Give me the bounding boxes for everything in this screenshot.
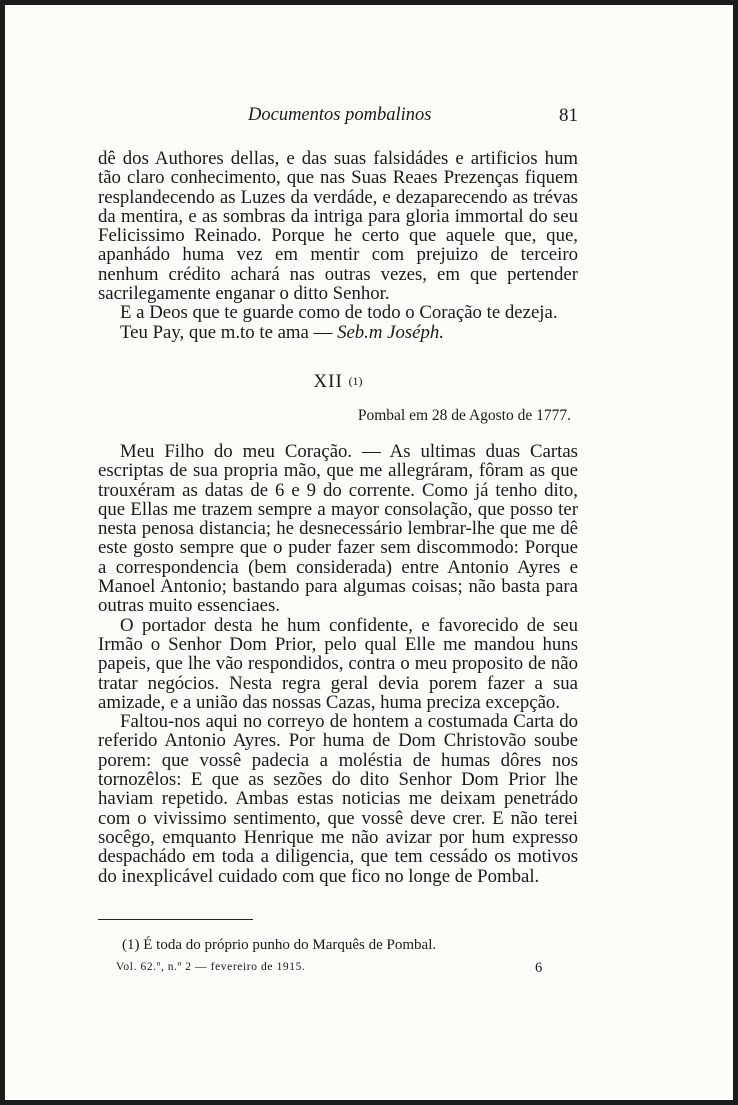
letter-body [98, 442, 578, 886]
running-title: Documentos pombalinos [248, 105, 432, 125]
signature-prefix: Teu Pay, que m.to te ama — [120, 321, 333, 343]
continued-paragraph: dê dos Authores dellas, e das suas falsidádes e artificios hum tão claro conhecimento, que nas Suas Reaes Prezenças fiquem resplandecendo as Luzes da verdáde, e dezaparecendo as trévas da mentira, e as sombras da intriga para gloria immortal do seu Felicissimo Reinado. Porque he certo que aquele que, que, apanhádo huma vez em mentir com prejuizo de terceiro nenhum crédito achará nas outras vezes, em que pertender sacrilegamente enganar o ditto Senhor. [98, 148, 578, 305]
page-number: 81 [559, 105, 578, 126]
previous-letter-ending [98, 149, 578, 342]
footnote-reference: (1) [348, 374, 363, 388]
printer-signature-number: 6 [535, 960, 543, 976]
letter-paragraph-2: O portador desta he hum confidente, e favorecido de seu Irmão o Senhor Dom Prior, pelo qual Elle me mandou huns papeis, que lhe vão respondidos, contra o meu proposito de não tratar negócios. Nesta regra geral devia porem fazer a sua amizade, e a união das nossas Cazas, huma preciza excepção. [98, 614, 578, 713]
footnote-divider [98, 919, 253, 920]
dateline: Pombal em 28 de Agosto de 1777. [357, 407, 571, 424]
letter-paragraph-1: Meu Filho do meu Coração. — As ultimas duas Cartas escriptas de sua propria mão, que me allegráram, fôram as que trouxéram as datas de 6 e 9 do corrente. Como já tenho dito, que Ellas me trazem sempre a mayor consolação, que posso ter nesta penosa distancia; he desnecessário lembrar-lhe que me dê este gosto sempre que o puder fazer sem discommodo: Porque a correspondencia (bem considerada) entre Antonio Ayres e Manoel Antonio; bastando para algumas coisas; não basta para outras muito essenciaes. [98, 441, 578, 617]
section-number: XII [313, 371, 343, 392]
printer-signature-line: Vol. 62.º, n.º 2 — fevereiro de 1915. [116, 961, 306, 973]
signature-name: Seb.m Joséph. [337, 321, 444, 343]
closing-line: E a Deos que te guarde como de todo o Coração te dezeja. [120, 302, 558, 324]
book-page [5, 5, 733, 1100]
section-heading [98, 371, 578, 393]
footnote: (1) É toda do próprio punho do Marquês de Pombal. [122, 937, 437, 953]
page-header [98, 105, 578, 129]
signature-line-text [98, 323, 578, 342]
letter-paragraph-3: Faltou-nos aqui no correyo de hontem a costumada Carta do referido Antonio Ayres. Por huma de Dom Christovão soube porem: que vossê padecia a moléstia de humas dôres nos tornozêlos: E que as sezões do dito Senhor Dom Prior lhe haviam repetido. Ambas estas noticias me deixam penetrádo com o vivissimo sentimento, que vossê deve crer. E não terei socêgo, emquanto Henrique me não avizar por hum expresso despachádo em toda a diligencia, que tem cessádo os motivos do inexplicável cuidado com que fico no longe de Pombal. [98, 711, 578, 887]
